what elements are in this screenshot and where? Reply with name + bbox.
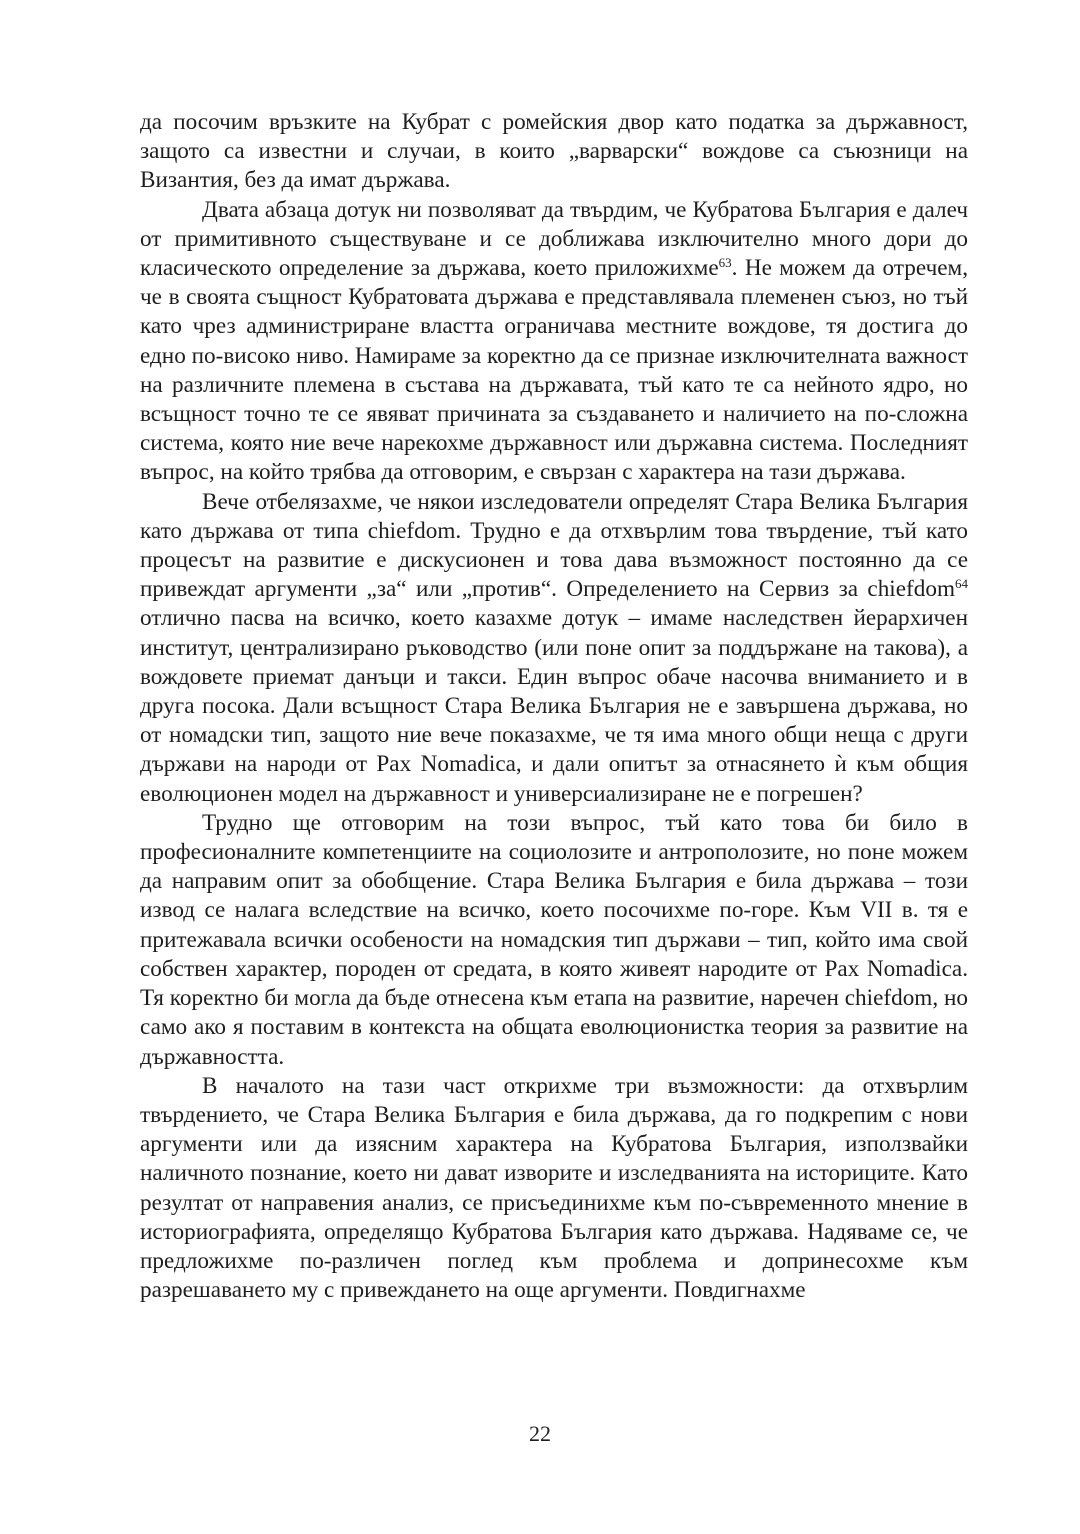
page-number: 22 (529, 1421, 551, 1446)
paragraph-text: Вече отбелязахме, че някои изследователи определят Стара Велика България като държава от типа chiefdom. Трудно е да отхвърлим това твърдение, тъй като процесът на развитие е дискусионен и това дава възможност постоянно да се привеждат аргументи „за“ или „против“. Определението на Сервиз за chiefdom (140, 488, 968, 603)
paragraph-text: Двата абзаца дотук ни позволяват да твърдим, че Кубратова България е далеч от примитивното съществуване и се доближава изключително много дори до класическото определение за държава, което приложихме (140, 196, 968, 282)
paragraph-text: В началото на тази част открихме три възможности: да отхвърлим твърдението, че Стара Велика България е била държава, да го подкрепим с нови аргументи или да изясним характера на Кубратова България, използвайки наличното познание, което ни дават изворите и изследванията на историците. Като резултат от направения анализ, се присъединихме към по-съвременното мнение в историографията, определящо Кубратова България като държава. Надяваме се, че предложихме по-различен поглед към проблема и допринесохме към разрешаването му с привеждането на още аргументи. Повдигнахме (140, 1072, 968, 1304)
paragraph (140, 108, 968, 196)
paragraph-text: отлично пасва на всичко, което казахме дотук – имаме наследствен йерархичен институт, централизирано ръководство (или поне опит за поддържане на такова), а вождовете приемат данъци и такси. Един въпрос обаче насочва вниманието и в друга посока. Дали всъщност Стара Велика България не е завършена държава, но от номадски тип, защото ние вече показахме, че тя има много общи неща с други държави на народи от Pax Nomadica, и дали опитът за отнасянето ѝ към общия еволюционен модел на държавност и универсиализиране не е погрешен? (140, 605, 968, 807)
paragraph (140, 488, 968, 809)
paragraph (140, 809, 968, 1072)
paragraph-text: да посочим връзките на Кубрат с ромейския двор като податка за държавност, защото са известни и случаи, в които „варварски“ вождове са съюзници на Византия, без да имат държава. (140, 109, 968, 194)
footnote-ref-63: 63 (718, 255, 732, 271)
page-body (140, 108, 968, 1305)
paragraph (140, 1072, 968, 1306)
footnote-ref-64: 64 (955, 576, 968, 592)
paragraph (140, 196, 968, 488)
paragraph-text: . Не можем да отречем, че в своята същност Кубратовата държава е представлявала племенен съюз, но тъй като чрез администриране властта ограничава местните вождове, тя достига до едно по-високо ниво. Намираме за коректно да се признае изключителната важност на различните племена в състава на държавата, тъй като те са нейното ядро, но всъщност точно те се явяват причината за създаването и наличието на по-сложна система, която ние вече нарекохме държавност или държавна система. Последният въпрос, на който трябва да отговорим, е свързан с характера на тази държава. (140, 255, 968, 486)
paragraph-text: Трудно ще отговорим на този въпрос, тъй като това би било в професионалните компетенциите на социолозите и антрополозите, но поне можем да направим опит за обобщение. Стара Велика България е била държава – този извод се налага вследствие на всичко, което посочихме по-горе. Към VII в. тя е притежавала всички особености на номадския тип държави – тип, който има свой собствен характер, породен от средата, в която живеят народите от Pax Nomadica. Тя коректно би могла да бъде отнесена към етапа на развитие, наречен chiefdom, но само ако я поставим в контекста на общата еволюционистка теория за развитие на държавността. (140, 809, 968, 1070)
